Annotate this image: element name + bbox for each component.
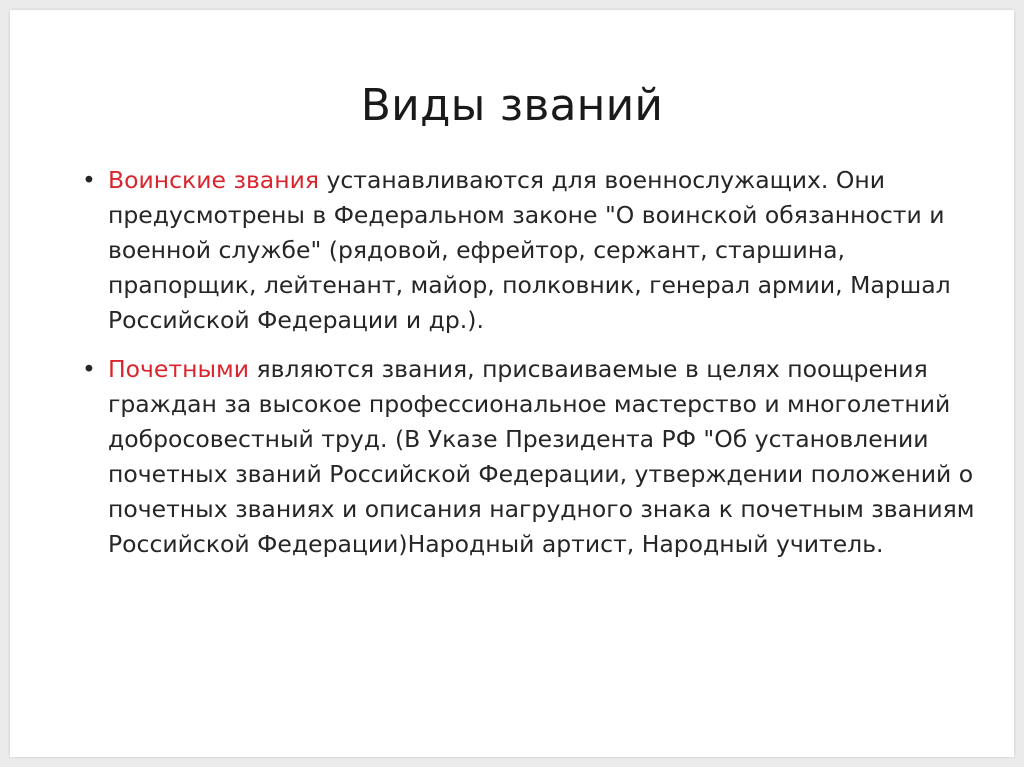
bullet-accent-text: Почетными	[108, 355, 249, 383]
bullet-icon: •	[82, 355, 96, 383]
slide-title: Виды званий	[360, 80, 664, 131]
bullet-item-military-ranks	[82, 163, 982, 338]
bullet-body-text: устанавливаются для военнослужащих. Они предусмотрены в Федеральном законе "О воинской обязанности и военной службе" (рядовой, ефрейтор, сержант, старшина, прапорщик, лейтенант, майор, полковник, генерал армии, Маршал Российской Федерации и др.).	[108, 166, 951, 334]
bullet-list	[82, 163, 982, 576]
bullet-accent-text: Воинские звания	[108, 166, 319, 194]
bullet-item-honorary-titles	[82, 352, 982, 562]
slide	[10, 10, 1014, 757]
bullet-body-text: являются звания, присваиваемые в целях поощрения граждан за высокое профессиональное мастерство и многолетний добросовестный труд. (В Указе Президента РФ "Об установлении почетных званий Российской Федерации, утверждении положений о почетных званиях и описания нагрудного знака к почетным званиям Российской Федерации)Народный артист, Народный учитель.	[108, 355, 975, 558]
bullet-icon: •	[82, 166, 96, 194]
